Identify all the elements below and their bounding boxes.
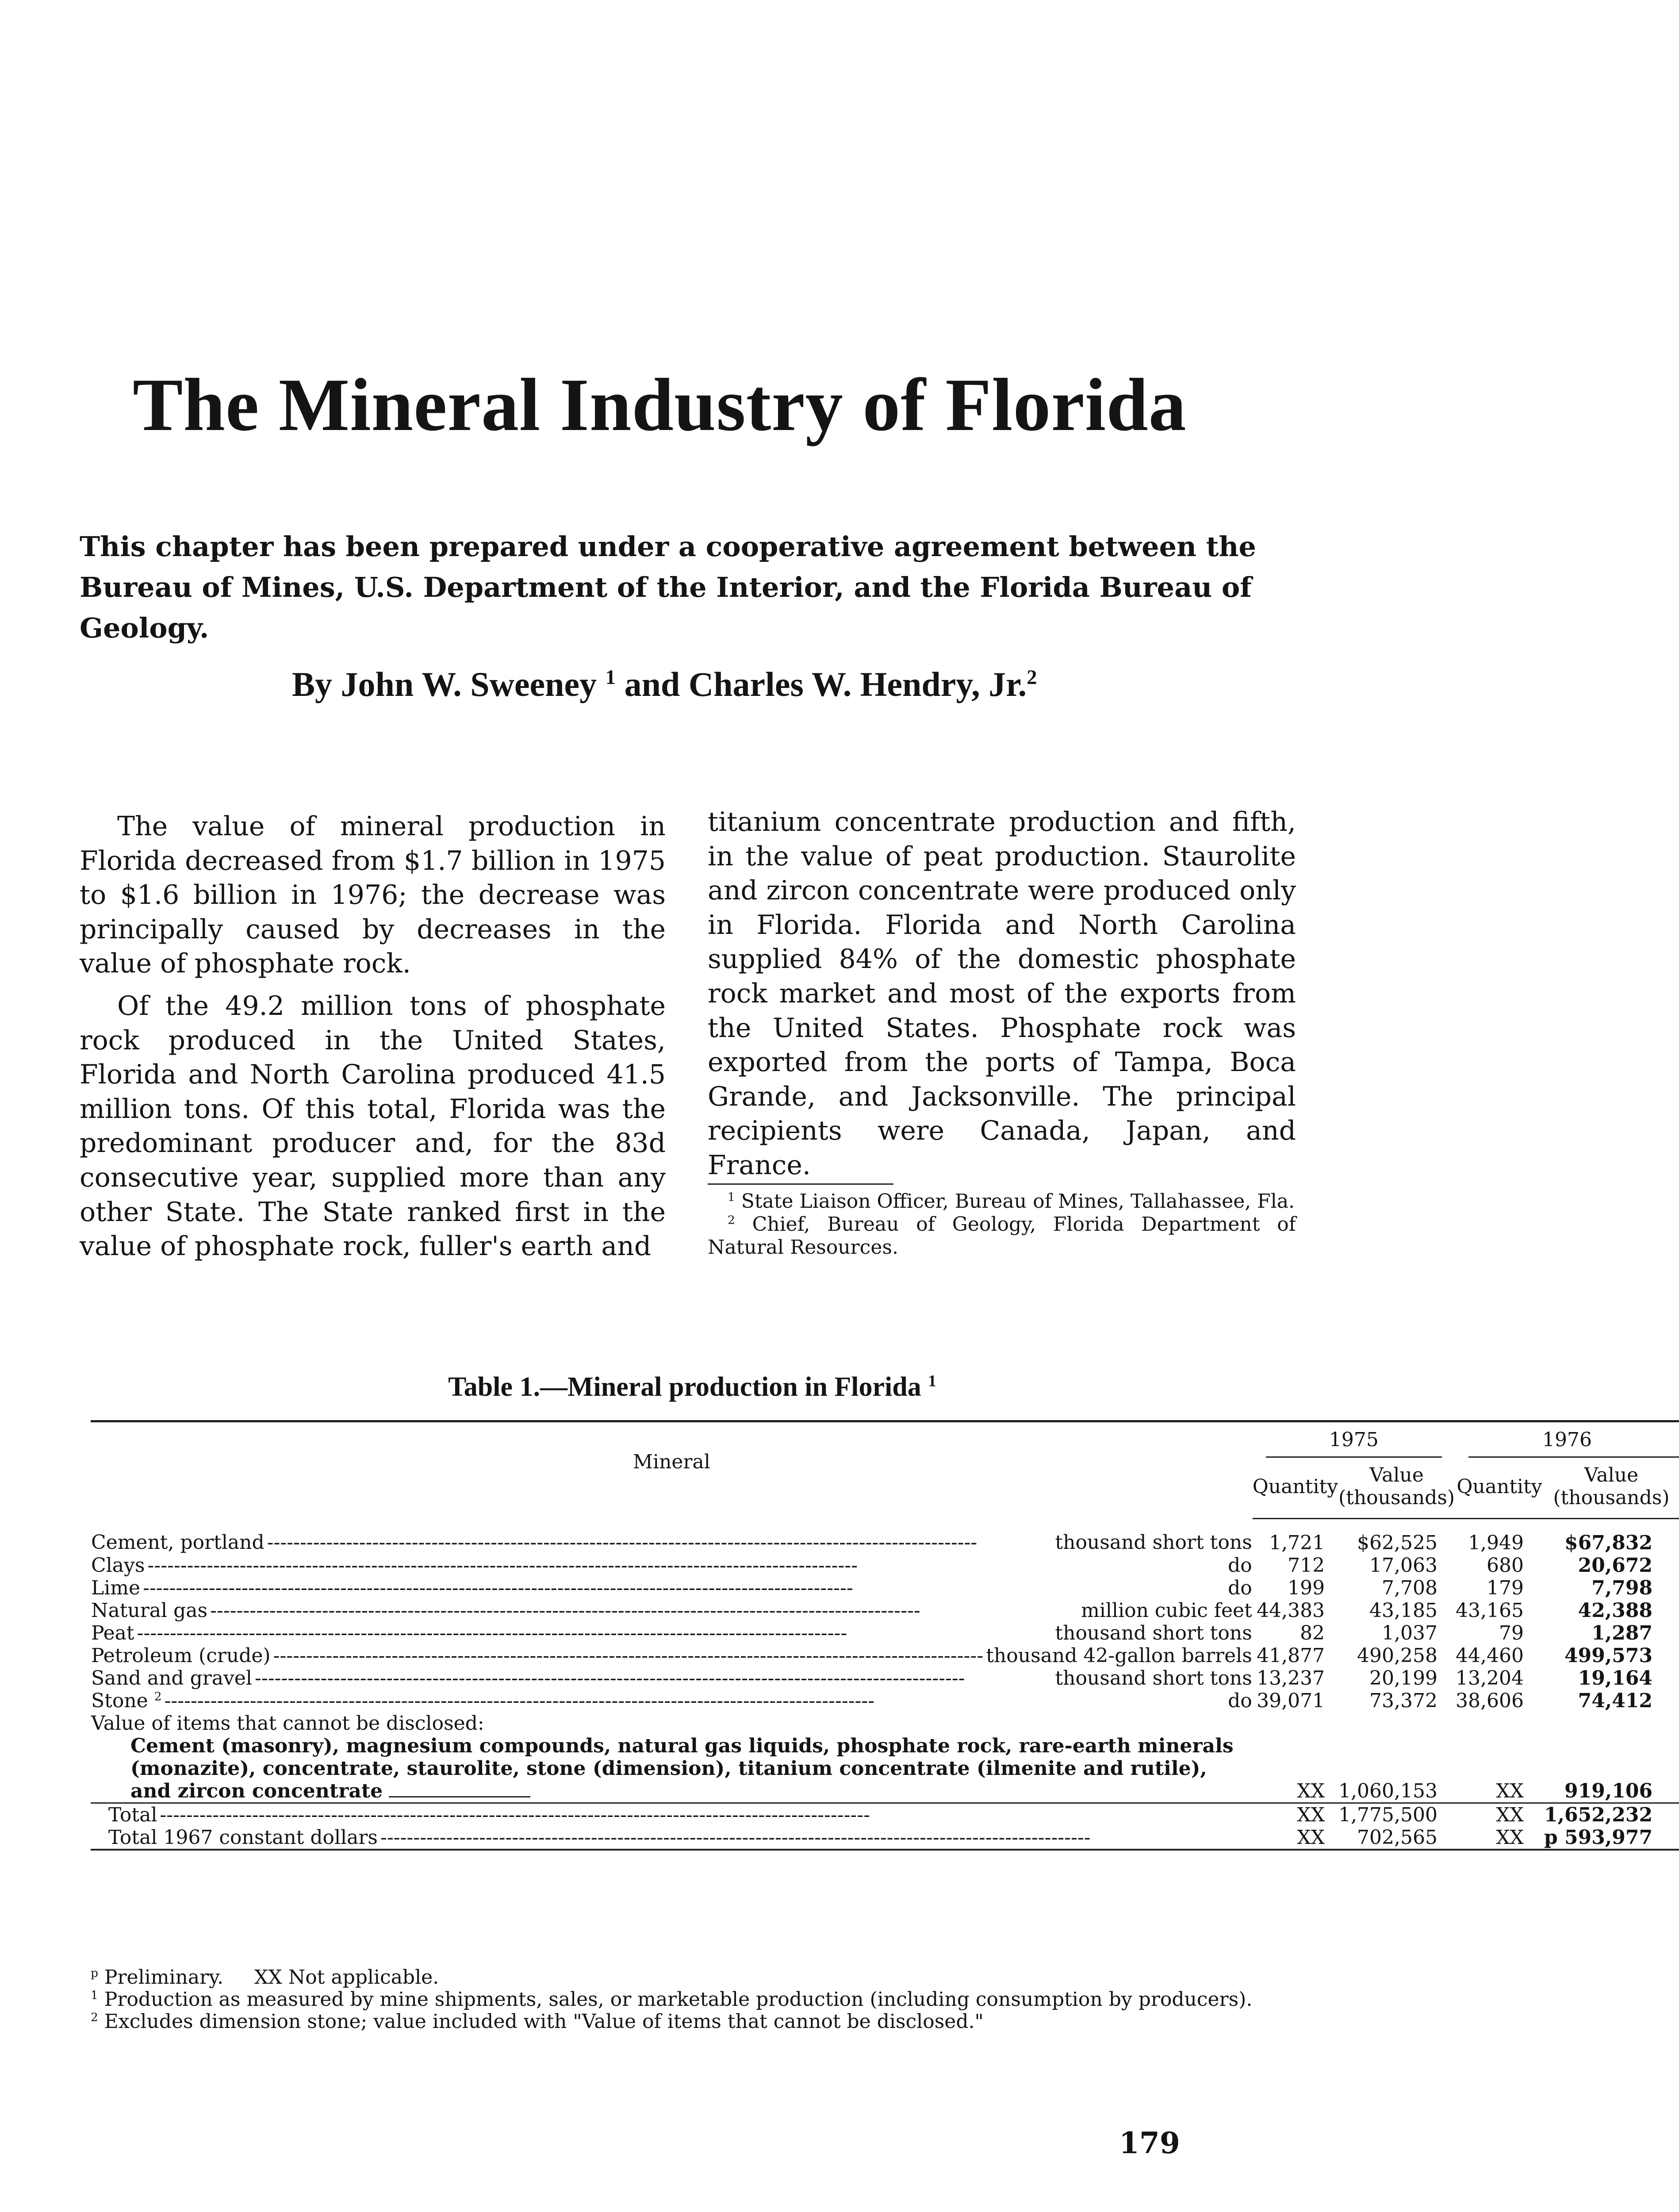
author-footnote <box>708 1190 1296 1213</box>
table-row: Lime ----- do 199 7,708 179 7,798 <box>91 1577 1679 1599</box>
byline-middle: and Charles W. Hendry, Jr. <box>616 665 1027 703</box>
footnote-mark: 2 <box>728 1213 735 1227</box>
stone-footnote-mark: 2 <box>154 1690 162 1704</box>
table-row-undisclosed-heading: Value of items that cannot be disclosed: <box>91 1712 484 1735</box>
table-caption-mark: 1 <box>928 1372 936 1390</box>
table-row: Cement, portland ----- thousand short tons 1,721 $62,525 1,949 $67,832 <box>91 1519 1679 1555</box>
header-mineral: Mineral <box>91 1421 1253 1519</box>
footnote-text: State Liaison Officer, Bureau of Mines, Tallahassee, Fla. <box>741 1190 1295 1213</box>
author-footnote <box>708 1213 1296 1259</box>
table-row: Sand and gravel ----- thousand short tons 13,237 20,199 13,204 19,164 <box>91 1667 1679 1690</box>
body-column-right <box>708 805 1296 1191</box>
page-title: The Mineral Industry of Florida <box>133 363 1187 446</box>
author-footnotes <box>708 1179 1296 1259</box>
table-row-total: Total ----- XX 1,775,500 XX 1,652,232 <box>91 1803 1679 1827</box>
body-paragraph: titanium concentrate production and fifth, in the value of peat production. Staurolite and zircon concentrate were produced only in Florida. Florida and North Carolina supplied 84% of the domestic phosphate rock market and most of the exports from the United States. Phosphate rock was exported from the ports of Tampa, Boca Grande, and Jacksonville. The principal recipients were Canada, Japan, and France. <box>708 806 1296 1181</box>
byline-prefix: By John W. Sweeney <box>292 665 597 703</box>
table-row-total-constant: Total 1967 constant dollars ----- XX 702,565 XX p 593,977 <box>91 1826 1679 1850</box>
footnote-text: Chief, Bureau of Geology, Florida Department of Natural Resources. <box>708 1213 1296 1259</box>
body-paragraph: Of the 49.2 million tons of phosphate rock produced in the United States, Florida and North Carolina produced 41.5 million tons. Of this total, Florida was the predominant producer and, for the 83d consecutive year, supplied more than any other State. The State ranked first in the value of phosphate rock, fuller's earth and <box>80 990 666 1262</box>
header-quantity-1975: Quantity <box>1253 1462 1338 1519</box>
header-value-1976: Value (thousands) <box>1544 1462 1679 1519</box>
table-row: Clays ----- do 712 17,063 680 20,672 <box>91 1554 1679 1577</box>
footnote-mark: 1 <box>728 1190 735 1204</box>
page-number: 179 <box>1119 2126 1180 2160</box>
body-column-left <box>80 810 666 1272</box>
table-row: Peat ----- thousand short tons 82 1,037 79 1,287 <box>91 1622 1679 1644</box>
header-value-1975: Value (thousands) <box>1338 1462 1455 1519</box>
header-year-1975: 1975 <box>1253 1421 1455 1463</box>
author-byline <box>292 664 1265 705</box>
body-paragraph: The value of mineral production in Florida decreased from $1.7 billion in 1975 to $1.6 billion in 1976; the decrease was principally caused by decreases in the value of phosphate rock. <box>80 811 666 979</box>
table-footnote: $^1$ Production as measured by mine shipments, sales, or marketable production (including consumption by producers). <box>91 1988 1253 2011</box>
footnote-rule <box>708 1183 893 1185</box>
table-row: Petroleum (crude) ----- thousand 42-gallon barrels 41,877 490,258 44,460 499,573 <box>91 1644 1679 1667</box>
table-footnote: $^2$ Excludes dimension stone; value included with "Value of items that cannot be disclosed." <box>91 2010 984 2033</box>
table-footnotes <box>91 1966 1305 2033</box>
header-quantity-1976: Quantity <box>1455 1462 1544 1519</box>
table-caption-text: Table 1.—Mineral production in Florida <box>448 1372 921 1402</box>
byline-mark-1: 1 <box>605 666 616 689</box>
table-footnote: $^p$ Preliminary. XX Not applicable. <box>91 1966 439 1989</box>
mineral-production-table <box>91 1420 1679 1851</box>
byline-mark-2: 2 <box>1027 666 1037 689</box>
table-row: Natural gas ----- million cubic feet 44,383 43,185 43,165 42,388 <box>91 1599 1679 1622</box>
intro-statement: This chapter has been prepared under a cooperative agreement between the Bureau of Mines, U.S. Department of the Interior, and the Florida Bureau of Geology. <box>80 530 1256 644</box>
table-caption <box>80 1371 1305 1403</box>
table-row-undisclosed: Cement (masonry), magnesium compounds, natural gas liquids, phosphate rock, rare-earth minerals (monazite), concentrate, staurolite, stone (dimension), titanium concentrate (ilmenite and rutile), and zircon concentrate XX 1,060,153 XX 919,106 <box>130 1735 1653 1802</box>
table-row: Stone $^2$ ----- do 39,071 73,372 38,606 74,412 <box>91 1690 1679 1712</box>
header-year-1976: 1976 <box>1455 1421 1679 1463</box>
